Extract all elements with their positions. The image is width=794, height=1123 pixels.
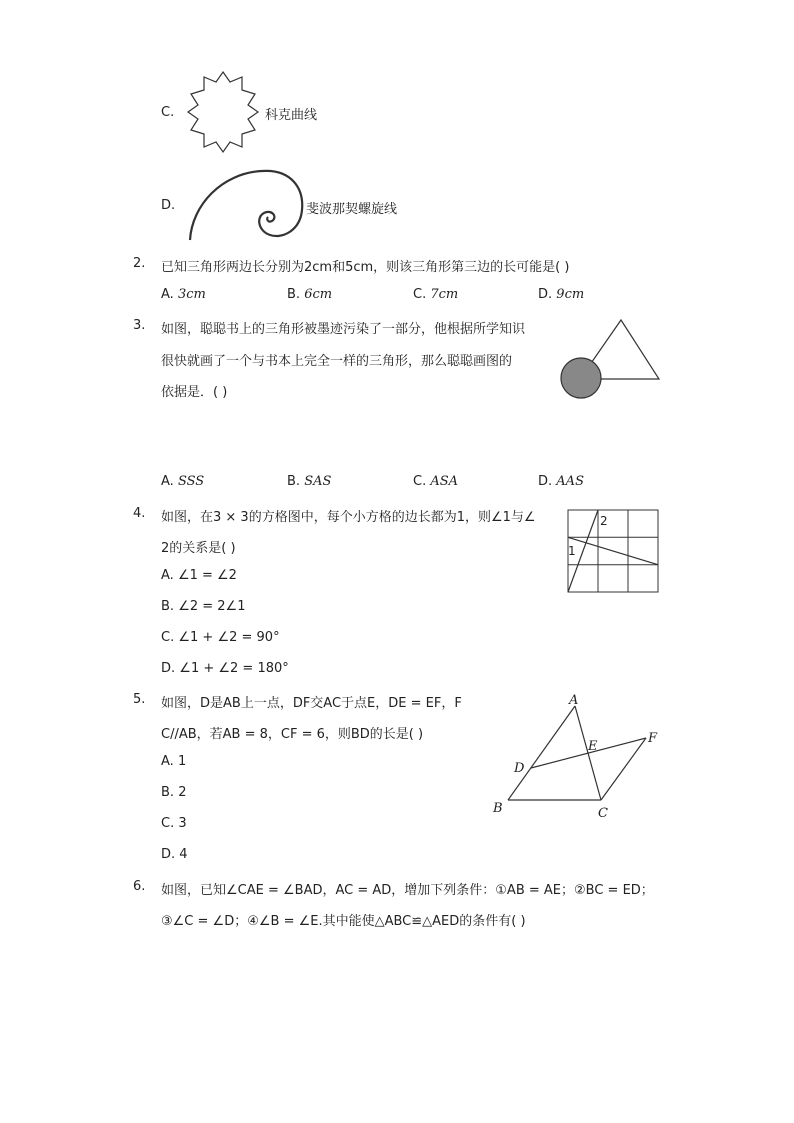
- q2-option-d-text: 9cm: [556, 287, 585, 302]
- q3-option-a-text: SSS: [177, 474, 205, 489]
- q2-option-b-text: 6cm: [304, 287, 333, 302]
- q4-option-d-label: D.: [161, 661, 176, 676]
- q5-option-c-label: C.: [161, 816, 175, 831]
- parallelogram-figure: [488, 692, 668, 824]
- q4-option-b[interactable]: [161, 599, 245, 614]
- angle-2-label: 2: [600, 514, 608, 528]
- q2-option-c[interactable]: [413, 287, 458, 302]
- segment-CF: [601, 738, 646, 800]
- q3-option-c[interactable]: [413, 474, 458, 489]
- q6-line-2: ③∠C = ∠D；④∠B = ∠E.其中能使△ABC≌△AED的条件有( ): [161, 914, 526, 929]
- q5-option-b[interactable]: [161, 785, 186, 800]
- q5-option-a-text: 1: [177, 754, 187, 769]
- q4-number: 4.: [133, 506, 146, 521]
- q2-option-b-label: B.: [287, 287, 301, 302]
- point-A-label: A: [569, 693, 579, 708]
- q4-option-d[interactable]: [161, 661, 289, 676]
- q3-number: 3.: [133, 318, 146, 333]
- q1-option-d-label: D.: [161, 198, 176, 213]
- ink-stained-triangle-figure: [558, 316, 664, 400]
- point-C-label: C: [598, 806, 608, 821]
- q4-option-a-text: ∠1 = ∠2: [177, 568, 237, 583]
- q3-option-c-text: ASA: [430, 474, 459, 489]
- segment-AB: [508, 706, 575, 800]
- q2-option-c-label: C.: [413, 287, 427, 302]
- q5-option-b-label: B.: [161, 785, 175, 800]
- fibonacci-spiral: [190, 171, 302, 240]
- q6-line-1: 如图，已知∠CAE = ∠BAD，AC = AD，增加下列条件：①AB = AE；②BC = ED；: [161, 883, 654, 898]
- q5-line-2: C//AB，若AB = 8，CF = 6，则BD的长是( ): [161, 727, 424, 742]
- ink-blot: [561, 358, 601, 398]
- q4-option-d-text: ∠1 + ∠2 = 180°: [179, 661, 289, 676]
- q3-line-3: 依据是．( ): [161, 385, 228, 400]
- q4-option-c-text: ∠1 + ∠2 = 90°: [178, 630, 280, 645]
- q1-option-c-caption: 科克曲线: [265, 108, 318, 123]
- q2-number: 2.: [133, 256, 146, 271]
- q4-option-c-label: C.: [161, 630, 175, 645]
- q2-option-a-text: 3cm: [177, 287, 206, 302]
- q4-option-a[interactable]: [161, 568, 237, 583]
- q3-option-c-label: C.: [413, 474, 427, 489]
- q2-option-a[interactable]: [161, 287, 206, 302]
- q2-option-a-label: A.: [161, 287, 174, 302]
- q3-option-b-label: B.: [287, 474, 301, 489]
- q2-option-d-label: D.: [538, 287, 553, 302]
- q3-option-d-label: D.: [538, 474, 553, 489]
- q4-option-b-text: ∠2 = 2∠1: [178, 599, 246, 614]
- q3-option-d[interactable]: [538, 474, 584, 489]
- point-D-label: D: [514, 761, 525, 776]
- q5-option-a-label: A.: [161, 754, 174, 769]
- segment-to-right: [568, 537, 658, 564]
- q4-option-c[interactable]: [161, 630, 280, 645]
- q5-option-c-text: 3: [178, 816, 187, 831]
- q3-option-b[interactable]: [287, 474, 331, 489]
- q3-line-2: 很快就画了一个与书本上完全一样的三角形，那么聪聪画图的: [161, 354, 513, 369]
- q2-stem: 已知三角形两边长分别为2cm和5cm，则该三角形第三边的长可能是( ): [161, 260, 570, 275]
- q5-number: 5.: [133, 692, 146, 707]
- q4-line-1: 如图，在3 × 3的方格图中，每个小方格的边长都为1，则∠1与∠: [161, 510, 536, 525]
- q6-number: 6.: [133, 879, 146, 894]
- q4-option-b-label: B.: [161, 599, 175, 614]
- q5-option-d-label: D.: [161, 847, 176, 862]
- q5-line-1: 如图，D是AB上一点，DF交AC于点E，DE = EF，F: [161, 696, 462, 711]
- koch-curve-figure: [178, 68, 268, 156]
- q3-option-a-label: A.: [161, 474, 174, 489]
- q2-option-b[interactable]: [287, 287, 332, 302]
- q3-line-1: 如图，聪聪书上的三角形被墨迹污染了一部分，他根据所学知识: [161, 322, 526, 337]
- point-F-label: F: [648, 731, 658, 746]
- q5-option-a[interactable]: [161, 754, 186, 769]
- q4-line-2: 2的关系是( ): [161, 541, 236, 556]
- angle-1-label: 1: [568, 544, 576, 558]
- q3-option-b-text: SAS: [304, 474, 332, 489]
- koch-snowflake: [188, 72, 258, 152]
- q2-option-c-text: 7cm: [430, 287, 459, 302]
- q5-option-d[interactable]: [161, 847, 188, 862]
- q5-option-d-text: 4: [179, 847, 188, 862]
- q2-option-d[interactable]: [538, 287, 584, 302]
- q3-option-d-text: AAS: [556, 474, 584, 489]
- q3-option-a[interactable]: [161, 474, 204, 489]
- q1-option-d-caption: 斐波那契螺旋线: [306, 202, 398, 217]
- q5-option-c[interactable]: [161, 816, 187, 831]
- point-E-label: E: [588, 739, 598, 754]
- q1-option-c-label: C.: [161, 105, 175, 120]
- grid-3x3-figure: [566, 508, 660, 596]
- point-B-label: B: [493, 801, 503, 816]
- q4-option-a-label: A.: [161, 568, 174, 583]
- q5-option-b-text: 2: [178, 785, 187, 800]
- fibonacci-spiral-figure: [182, 165, 312, 245]
